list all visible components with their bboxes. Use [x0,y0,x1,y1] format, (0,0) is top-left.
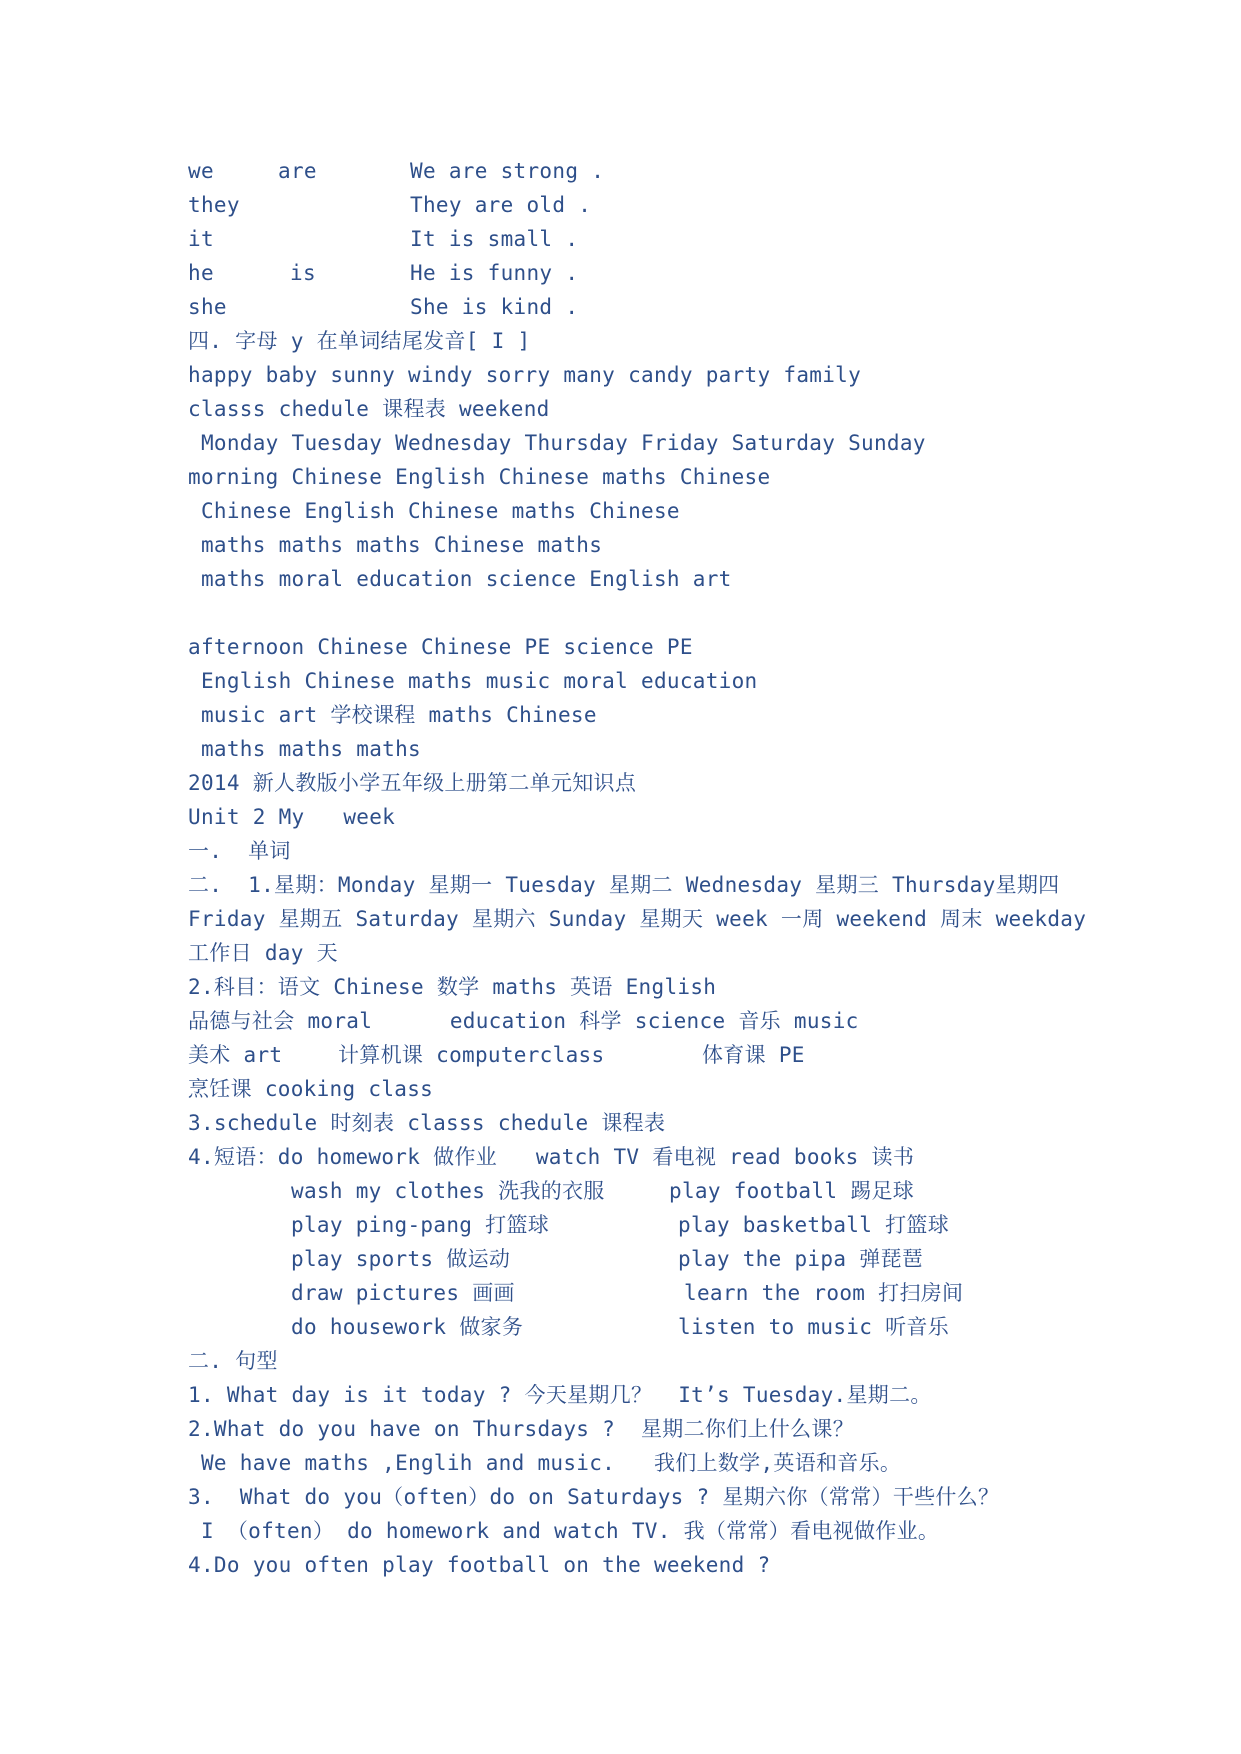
sentence-text: 4.Do you often play football on the weekend ? [188,1553,771,1577]
pronoun-row [0,188,592,222]
subject-pe: 体育课 PE [702,1043,805,1067]
vocab-line [0,936,338,970]
vocab-line [0,970,717,1004]
phrase-pair [0,1310,949,1344]
section-heading [0,834,291,868]
sentence-text: 1. What day is it today ? 今天星期几？ It’s Tuesday.星期二。 [188,1383,932,1407]
vocab-line [0,868,1060,902]
sentence-text: 3. What do you（often）do on Saturdays ? 星期六你（常常）干些什么？ [188,1485,1000,1509]
vocab-line [0,1106,666,1140]
phrase-right: play football 踢足球 [669,1179,915,1203]
schedule-row [0,562,732,596]
vocab-line-text: 2.科目：语文 Chinese 数学 maths 英语 English [188,975,717,999]
subject-art: 美术 art [188,1043,283,1067]
sentence-text: 2.What do you have on Thursdays ? 星期二你们上什么课？ [188,1417,855,1441]
subject-computer: 计算机课 computerclass [338,1043,605,1067]
schedule-row [0,630,693,664]
phrase-pair [0,1174,915,1208]
schedule-row-text: music art 学校课程 maths Chinese [188,703,597,727]
vocab-line-text: 烹饪课 cooking class [188,1077,434,1101]
sentence-line [0,1446,902,1480]
vocab-line [0,902,1087,936]
phrase-left: play sports 做运动 [291,1247,511,1271]
word-list [0,358,862,392]
phrase-pair [0,1276,964,1310]
phrase-left: draw pictures 画画 [291,1281,515,1305]
vocab-line-text: Friday 星期五 Saturday 星期六 Sunday 星期天 week 一周 weekend 周末 weekday [188,907,1087,931]
schedule-weekdays [0,426,926,460]
example-sentence: They are old . [410,193,592,217]
schedule-row-text: maths maths maths [188,737,421,761]
pronoun-row [0,290,579,324]
schedule-row-text: English Chinese maths music moral education [188,669,758,693]
schedule-row [0,528,603,562]
sentence-line [0,1514,940,1548]
schedule-row [0,494,680,528]
schedule-title [0,392,550,426]
sentence-text: We have maths ,Englih and music. 我们上数学,英语和音乐。 [188,1451,902,1475]
vocab-line [0,1140,915,1174]
weekdays-text: Monday Tuesday Wednesday Thursday Friday Saturday Sunday [188,431,926,455]
phrase-right: play the pipa 弹琵琶 [678,1247,924,1271]
sentence-text: I （often） do homework and watch TV. 我（常常）看电视做作业。 [188,1519,940,1543]
phrase-right: learn the room 打扫房间 [684,1281,964,1305]
vocab-line-text: 工作日 day 天 [188,941,338,965]
vocab-line-text: 二. 1.星期：Monday 星期一 Tuesday 星期二 Wednesday 星期三 Thursday星期四 [188,873,1060,897]
vocab-line [0,1072,434,1106]
schedule-row-text: maths moral education science English art [188,567,732,591]
schedule-row-text: morning Chinese English Chinese maths Chinese [188,465,771,489]
vocab-line-text: 品德与社会 moral education 科学 science 音乐 music [188,1009,859,1033]
pronoun-row [0,154,605,188]
schedule-row-text: maths maths maths Chinese maths [188,533,603,557]
unit-title [0,766,637,800]
sentence-line [0,1480,1000,1514]
phrase-pair [0,1208,949,1242]
section-heading [0,324,531,358]
schedule-row-text: afternoon Chinese Chinese PE science PE [188,635,693,659]
schedule-row [0,460,771,494]
schedule-row-text: Chinese English Chinese maths Chinese [188,499,680,523]
example-sentence: He is funny . [410,261,579,285]
example-sentence: It is small . [410,227,579,251]
schedule-row [0,732,421,766]
schedule-row [0,664,758,698]
phrase-left: do housework 做家务 [291,1315,524,1339]
pronoun: they [188,193,240,217]
example-sentence: We are strong . [410,159,605,183]
sentence-line [0,1412,855,1446]
phrase-left: wash my clothes 洗我的衣服 [291,1179,605,1203]
section-heading [0,1344,278,1378]
sentence-line [0,1378,932,1412]
phrase-right: play basketball 打篮球 [678,1213,949,1237]
pronoun: she [188,295,227,319]
vocab-line-text: 3.schedule 时刻表 classs chedule 课程表 [188,1111,666,1135]
pronoun: he [188,261,214,285]
unit-name [0,800,396,834]
phrase-pair [0,1242,924,1276]
unit-title-text: 2014 新人教版小学五年级上册第二单元知识点 [188,771,637,795]
vocab-line-text: 4.短语：do homework 做作业 watch TV 看电视 read books 读书 [188,1145,915,1169]
pronoun-row [0,256,579,290]
section-heading-text: 四. 字母 y 在单词结尾发音[ I ] [188,329,531,353]
phrase-right: listen to music 听音乐 [678,1315,949,1339]
section-heading-text: 二. 句型 [188,1349,278,1373]
vocab-line [0,1038,805,1072]
example-sentence: She is kind . [410,295,579,319]
section-heading-text: 一. 单词 [188,839,291,863]
verb: is [290,261,316,285]
unit-name-text: Unit 2 My week [188,805,396,829]
sentence-line [0,1548,771,1582]
pronoun: we [188,159,214,183]
phrase-left: play ping-pang 打篮球 [291,1213,550,1237]
schedule-row [0,698,597,732]
word-list-text: happy baby sunny windy sorry many candy party family [188,363,862,387]
pronoun: it [188,227,214,251]
verb: are [278,159,317,183]
vocab-line [0,1004,859,1038]
pronoun-row [0,222,579,256]
schedule-title-text: classs chedule 课程表 weekend [188,397,550,421]
